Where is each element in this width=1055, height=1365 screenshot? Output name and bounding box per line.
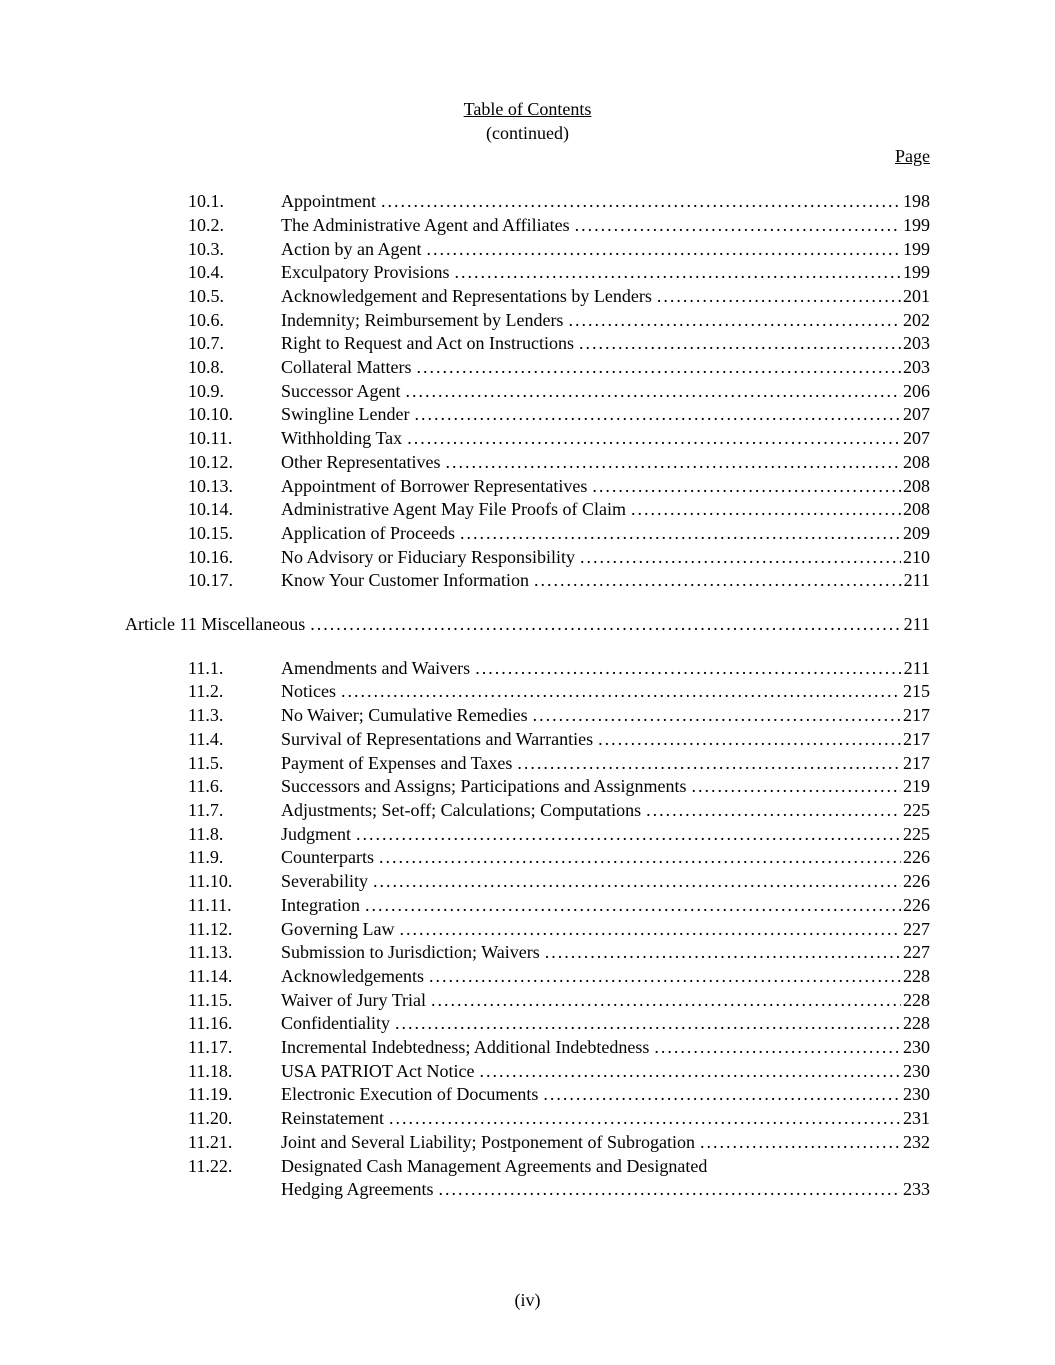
table-of-contents: [125, 190, 930, 1202]
toc-entry: [188, 1131, 930, 1155]
toc-entry-title: Payment of Expenses and Taxes: [281, 752, 513, 773]
toc-entry-title: Reinstatement: [281, 1108, 384, 1129]
toc-entry-page: 210: [903, 546, 930, 567]
dot-leader: [356, 823, 901, 847]
toc-entry: [188, 475, 930, 499]
dot-leader: [475, 657, 901, 681]
dot-leader: [545, 941, 901, 965]
toc-entry-number: 11.12.: [188, 918, 233, 939]
toc-entry-title: Collateral Matters: [281, 357, 412, 378]
dot-leader: [426, 238, 901, 262]
toc-entry-page: 230: [903, 1084, 930, 1105]
toc-entry-page: 217: [903, 728, 930, 749]
toc-entry-page: 203: [903, 357, 930, 378]
toc-entry-number: 10.14.: [188, 499, 233, 520]
toc-entry-page: 226: [903, 847, 930, 868]
toc-entry-page: 226: [903, 894, 930, 915]
toc-entry-page: 228: [903, 965, 930, 986]
toc-entry: [188, 1012, 930, 1036]
toc-entry: [188, 403, 930, 427]
dot-leader: [592, 475, 901, 499]
toc-entry: [188, 1083, 930, 1107]
toc-entry-title: The Administrative Agent and Affiliates: [281, 214, 570, 235]
toc-entry-number: 10.10.: [188, 404, 233, 425]
dot-leader: [455, 261, 902, 285]
dot-leader: [395, 1012, 901, 1036]
toc-entry-title: Successor Agent: [281, 380, 401, 401]
toc-entry-title: Survival of Representations and Warranties: [281, 728, 594, 749]
toc-entry: [188, 261, 930, 285]
toc-entry-page: 230: [903, 1037, 930, 1058]
toc-entry-title: Know Your Customer Information: [281, 570, 529, 591]
toc-entry: [188, 870, 930, 894]
toc-entry-number: 10.4.: [188, 262, 224, 283]
toc-entry: [188, 285, 930, 309]
dot-leader: [646, 799, 901, 823]
toc-entry-title: Electronic Execution of Documents: [281, 1084, 539, 1105]
toc-entry: [188, 1060, 930, 1084]
toc-entry-page: 208: [903, 475, 930, 496]
toc-entry-title: Integration: [281, 894, 360, 915]
toc-entry: [188, 214, 930, 238]
dot-leader: [568, 309, 901, 333]
toc-entry: [188, 775, 930, 799]
toc-entry-number: 10.11.: [188, 428, 233, 449]
toc-entry: [188, 704, 930, 728]
dot-leader: [445, 451, 901, 475]
toc-entry-title: Successors and Assigns; Participations and Assignments: [281, 776, 687, 797]
toc-entry-page: 209: [903, 522, 930, 543]
toc-entry-title: Designated Cash Management Agreements and Designated: [281, 1155, 708, 1176]
toc-entry-number: 11.20.: [188, 1108, 233, 1129]
toc-entry-title: Hedging Agreements: [281, 1179, 434, 1200]
toc-entry-page: 227: [903, 942, 930, 963]
toc-entry-title: Adjustments; Set-off; Calculations; Computations: [281, 799, 642, 820]
toc-entry-number: 11.22.: [188, 1155, 233, 1176]
toc-entry-number: 10.17.: [188, 570, 233, 591]
toc-entry-page: 199: [903, 238, 930, 259]
dot-leader: [431, 989, 901, 1013]
dot-leader: [379, 846, 901, 870]
toc-entry-number: 10.8.: [188, 357, 224, 378]
toc-entry-page: 217: [903, 752, 930, 773]
dot-leader: [405, 380, 901, 404]
dot-leader: [517, 752, 901, 776]
toc-entry: [188, 846, 930, 870]
toc-entry: [188, 728, 930, 752]
toc-entry: [188, 522, 930, 546]
toc-entry-title: Swingline Lender: [281, 404, 410, 425]
toc-entry: [188, 190, 930, 214]
toc-entry-page: 215: [903, 681, 930, 702]
dot-leader: [389, 1107, 901, 1131]
dot-leader: [310, 613, 901, 637]
toc-entry-page: 199: [903, 214, 930, 235]
doc-subtitle: (continued): [486, 122, 569, 143]
toc-entry-title: Submission to Jurisdiction; Waivers: [281, 942, 540, 963]
toc-entry: [188, 356, 930, 380]
toc-entry-page: 202: [903, 309, 930, 330]
toc-entry: [188, 823, 930, 847]
toc-entry-title: Appointment of Borrower Representatives: [281, 475, 588, 496]
toc-entry-title: Exculpatory Provisions: [281, 262, 450, 283]
doc-title: Table of Contents: [463, 99, 592, 119]
toc-entry-number: 11.7.: [188, 799, 224, 820]
toc-entry: [188, 894, 930, 918]
dot-leader: [407, 427, 901, 451]
toc-entry-title: Withholding Tax: [281, 428, 403, 449]
toc-entry-title: Right to Request and Act on Instructions: [281, 333, 574, 354]
toc-entry-title: Other Representatives: [281, 451, 441, 472]
toc-entry-number: 11.1.: [188, 657, 224, 678]
document-header: [125, 98, 930, 169]
toc-entry-title: Amendments and Waivers: [281, 657, 471, 678]
toc-entry-title: No Advisory or Fiduciary Responsibility: [281, 546, 575, 567]
dot-leader: [534, 569, 902, 593]
dot-leader: [654, 1036, 901, 1060]
toc-entry-number: 10.5.: [188, 285, 224, 306]
toc-entry-title: Waiver of Jury Trial: [281, 989, 427, 1010]
toc-entry-number: 11.3.: [188, 705, 224, 726]
toc-entry-title: Appointment: [281, 191, 376, 212]
toc-entry-number: 11.19.: [188, 1084, 233, 1105]
toc-entry-page: 217: [903, 705, 930, 726]
dot-leader: [533, 704, 901, 728]
dot-leader: [579, 332, 901, 356]
toc-entry-title: Acknowledgement and Representations by Lenders: [281, 285, 652, 306]
dot-leader: [543, 1083, 901, 1107]
toc-entry: [188, 332, 930, 356]
toc-entry: [188, 1155, 930, 1179]
toc-entry-page: 232: [903, 1131, 930, 1152]
toc-article-title: Article 11 Miscellaneous: [125, 614, 306, 635]
toc-entry-page: 225: [903, 823, 930, 844]
toc-entry: [188, 918, 930, 942]
dot-leader: [631, 498, 901, 522]
toc-entry: [188, 498, 930, 522]
toc-entry-page: 201: [903, 285, 930, 306]
toc-entry-number: 11.14.: [188, 965, 233, 986]
dot-leader: [373, 870, 901, 894]
toc-entry: [188, 380, 930, 404]
toc-entry: [188, 752, 930, 776]
toc-entry-number: 11.21.: [188, 1131, 233, 1152]
toc-entry-number: 11.2.: [188, 681, 224, 702]
toc-entry-page: 228: [903, 1013, 930, 1034]
toc-entry-number: 11.13.: [188, 942, 233, 963]
toc-entry-page: 208: [903, 499, 930, 520]
toc-entry-number: 10.2.: [188, 214, 224, 235]
toc-entry: [188, 1107, 930, 1131]
toc-entry: [188, 451, 930, 475]
toc-article-heading: [125, 613, 930, 637]
dot-leader: [381, 190, 901, 214]
dot-leader: [580, 546, 901, 570]
toc-entry-title: Notices: [281, 681, 336, 702]
toc-article-page: 211: [903, 614, 930, 635]
toc-entry-page: 198: [903, 191, 930, 212]
toc-entry-page: 207: [903, 404, 930, 425]
dot-leader: [416, 356, 901, 380]
toc-entry-page: 207: [903, 428, 930, 449]
toc-entry-title: Application of Proceeds: [281, 522, 455, 543]
dot-leader: [438, 1178, 901, 1202]
page-column-label: Page: [895, 146, 930, 167]
toc-entry-number: 11.18.: [188, 1060, 233, 1081]
toc-entry-number: 11.4.: [188, 728, 224, 749]
toc-entry-page: 199: [903, 262, 930, 283]
dot-leader: [365, 894, 901, 918]
toc-entry-number: 11.11.: [188, 894, 232, 915]
toc-entry-number: 10.9.: [188, 380, 224, 401]
toc-entry: [188, 238, 930, 262]
toc-entry-page: 211: [903, 657, 930, 678]
toc-entry-title: Indemnity; Reimbursement by Lenders: [281, 309, 564, 330]
toc-entry: [188, 799, 930, 823]
toc-entry-title: Acknowledgements: [281, 965, 424, 986]
toc-entry-number: 10.6.: [188, 309, 224, 330]
toc-entry-number: 10.15.: [188, 522, 233, 543]
dot-leader: [691, 775, 901, 799]
toc-entry: [188, 546, 930, 570]
toc-entry-number: 11.16.: [188, 1013, 233, 1034]
toc-entry-page: 231: [903, 1108, 930, 1129]
toc-entry-page: 211: [903, 570, 930, 591]
toc-entry: [188, 569, 930, 593]
dot-leader: [399, 918, 901, 942]
dot-leader: [657, 285, 901, 309]
toc-entry: [188, 941, 930, 965]
toc-entry-title: Severability: [281, 871, 368, 892]
toc-entry: [188, 989, 930, 1013]
toc-entry-number: 11.5.: [188, 752, 224, 773]
toc-entry-number: 11.15.: [188, 989, 233, 1010]
toc-entry-page: 228: [903, 989, 930, 1010]
toc-entry-number: 10.1.: [188, 191, 224, 212]
toc-entry-page: 226: [903, 871, 930, 892]
dot-leader: [700, 1131, 901, 1155]
toc-entry-title: Administrative Agent May File Proofs of Claim: [281, 499, 626, 520]
toc-entry-number: 11.9.: [188, 847, 224, 868]
toc-entry-number: 10.12.: [188, 451, 233, 472]
footer-page-number: (iv): [514, 1290, 541, 1311]
toc-entry-number: 10.7.: [188, 333, 224, 354]
toc-entry-number: 11.10.: [188, 871, 233, 892]
toc-entry-page: 206: [903, 380, 930, 401]
toc-entry-number: 11.8.: [188, 823, 224, 844]
toc-entry-title: USA PATRIOT Act Notice: [281, 1060, 475, 1081]
toc-entry: [188, 680, 930, 704]
toc-entry-title: Governing Law: [281, 918, 395, 939]
toc-entry-page: 203: [903, 333, 930, 354]
dot-leader: [341, 680, 901, 704]
toc-entry: [188, 965, 930, 989]
dot-leader: [414, 403, 901, 427]
toc-entry: [188, 657, 930, 681]
toc-entry-page: 219: [903, 776, 930, 797]
toc-entry-title: Counterparts: [281, 847, 374, 868]
toc-entry-title: Action by an Agent: [281, 238, 422, 259]
toc-entry-number: 11.17.: [188, 1037, 233, 1058]
toc-entry-page: 225: [903, 799, 930, 820]
dot-leader: [460, 522, 901, 546]
toc-entry-title: Joint and Several Liability; Postponement of Subrogation: [281, 1131, 695, 1152]
toc-entry: [188, 1036, 930, 1060]
toc-entry-title: No Waiver; Cumulative Remedies: [281, 705, 528, 726]
toc-entry-title: Incremental Indebtedness; Additional Indebtedness: [281, 1037, 650, 1058]
toc-entry: [188, 309, 930, 333]
toc-entry-page: 208: [903, 451, 930, 472]
toc-entry-title: Confidentiality: [281, 1013, 390, 1034]
toc-entry: [188, 427, 930, 451]
toc-entry-number: 10.13.: [188, 475, 233, 496]
toc-entry-number: 10.3.: [188, 238, 224, 259]
dot-leader: [429, 965, 901, 989]
dot-leader: [598, 728, 901, 752]
toc-entry-page: 227: [903, 918, 930, 939]
toc-entry-page: 233: [903, 1179, 930, 1200]
toc-entry-page: 230: [903, 1060, 930, 1081]
dot-leader: [575, 214, 901, 238]
toc-entry-number: 10.16.: [188, 546, 233, 567]
toc-entry: [188, 1178, 930, 1202]
toc-entry-title: Judgment: [281, 823, 351, 844]
dot-leader: [480, 1060, 901, 1084]
toc-entry-number: 11.6.: [188, 776, 224, 797]
